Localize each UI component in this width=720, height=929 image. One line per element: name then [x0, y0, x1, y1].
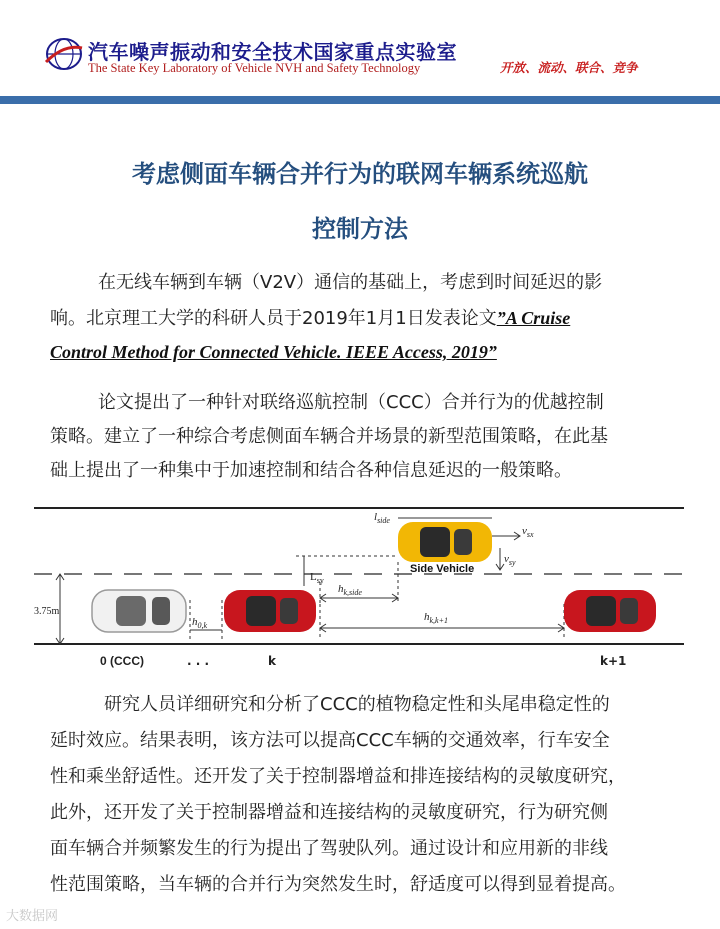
l-side-label: $l_{side}$ [374, 511, 390, 525]
label-k: k [268, 654, 276, 668]
h-kside-label: $h_{k,side}$ [338, 583, 362, 597]
v-sx-label: $v_{sx}$ [522, 525, 534, 539]
slogan: 开放、流动、联合、竞争 [500, 60, 638, 75]
citation-start: ”A Cruise [496, 308, 571, 328]
text-segment: 响。北京理工大学的科研人员于2019年1月1日发表论文 [50, 308, 497, 329]
text-line: 延时效应。结果表明，该方法可以提高CCC车辆的交通效率，行车安全 [50, 730, 610, 751]
yellow-side-vehicle [398, 522, 492, 562]
h-kk1-label: $h_{k,k+1}$ [424, 611, 448, 625]
citation-end: Control Method for Connected Vehicle. IEEE Access, 2019” [50, 342, 497, 362]
side-vehicle-label: Side Vehicle [410, 563, 475, 575]
letterhead [0, 0, 720, 104]
red-car-k-plus-1 [564, 590, 656, 632]
red-car-k [224, 590, 316, 632]
text-line: 面车辆合并频繁发生的行为提出了驾驶队列。通过设计和应用新的非线 [50, 838, 608, 859]
article-title-line-1: 考虑侧面车辆合并行为的联网车辆系统巡航 [132, 160, 588, 188]
org-name-english: The State Key Laboratory of Vehicle NVH and Safety Technology [88, 61, 421, 75]
lab-logo-icon [44, 36, 84, 72]
text-line: 策略。建立了一种综合考虑侧面车辆合并场景的新型范围策略，在此基 [50, 426, 608, 447]
label-k1: k+1 [600, 654, 627, 668]
paragraph-results [50, 690, 676, 905]
paragraph-abstract [50, 388, 676, 488]
article-title-line-2: 控制方法 [312, 215, 408, 243]
watermark: 大数据网 [6, 909, 59, 924]
org-name-chinese: 汽车噪声振动和安全技术国家重点实验室 [88, 40, 457, 64]
text-line: 在无线车辆到车辆（V2V）通信的基础上，考虑到时间延迟的影 [98, 272, 603, 293]
label-dots: . . . [187, 654, 210, 668]
header-rule [0, 96, 720, 104]
v-sy-label: $v_{sy}$ [504, 553, 516, 567]
text-line: 性范围策略，当车辆的合并行为突然发生时，舒适度可以得到显着提高。 [50, 874, 626, 895]
text-line: 此外，还开发了关于控制器增益和连接结构的灵敏度研究，行为研究侧 [50, 802, 608, 823]
lane-width-label: 3.75m [34, 606, 60, 617]
text-line: 性和乘坐舒适性。还开发了关于控制器增益和排连接结构的灵敏度研究， [50, 766, 626, 787]
white-ccc-car [92, 590, 186, 632]
text-line: 研究人员详细研究和分析了CCC的植物稳定性和头尾串稳定性的 [104, 694, 610, 715]
text-line: 论文提出了一种针对联络巡航控制（CCC）合并行为的优越控制 [98, 392, 604, 413]
paragraph-intro [50, 268, 676, 368]
lane-merge-diagram [34, 500, 684, 678]
text-line [50, 304, 570, 330]
h-0k-label: $h_{0,k}$ [192, 616, 208, 630]
text-line: 础上提出了一种集中于加速控制和结合各种信息延迟的一般策略。 [50, 460, 572, 481]
label-ccc: 0 (CCC) [100, 654, 144, 668]
l-sy-label: $L_{sy}$ [310, 571, 324, 585]
